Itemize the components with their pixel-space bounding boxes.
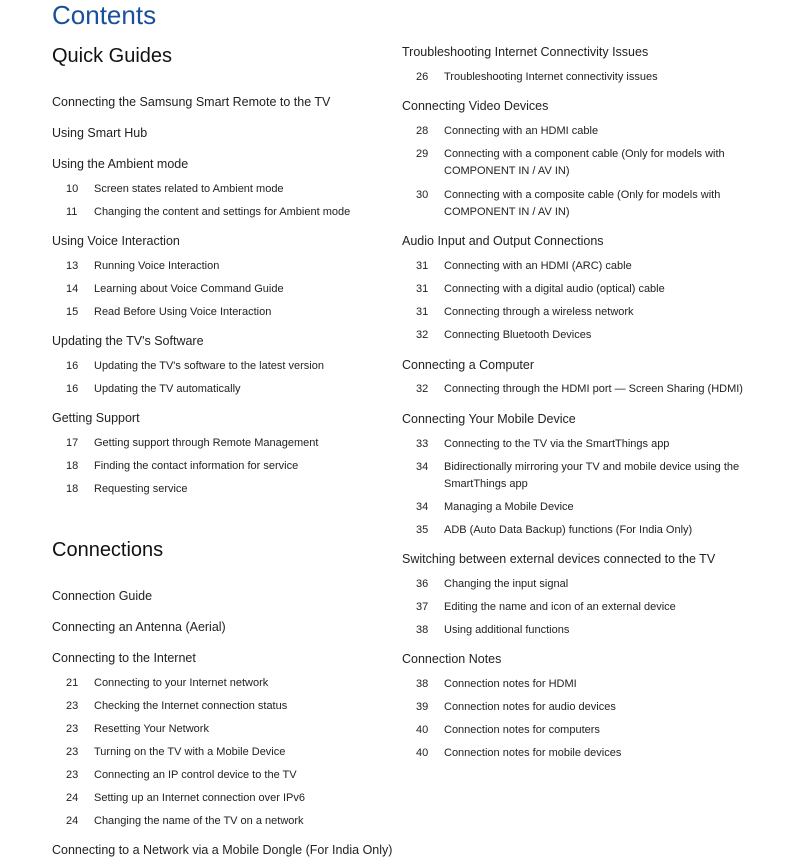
toc-section-link[interactable]: Connecting a Computer [402, 358, 535, 372]
page-number: 13 [66, 260, 79, 272]
entry-title: Connection notes for HDMI [444, 678, 577, 690]
entry-title: Connecting with an HDMI cable [444, 125, 599, 137]
entry-title: Resetting Your Network [94, 723, 209, 735]
toc-section-link[interactable]: Using Voice Interaction [52, 234, 180, 248]
entry-title: Finding the contact information for service [94, 460, 299, 472]
page-number: 40 [416, 724, 429, 736]
entry-title: Read Before Using Voice Interaction [94, 306, 272, 318]
quick-guides-heading: Quick Guides [52, 45, 173, 67]
page-number: 38 [416, 624, 429, 636]
page-number: 16 [66, 383, 79, 395]
toc-section-link[interactable]: Troubleshooting Internet Connectivity Issues [402, 45, 649, 59]
page-number: 36 [416, 578, 429, 590]
toc-section-link[interactable]: Connecting an Antenna (Aerial) [52, 620, 226, 634]
entry-title: Connecting an IP control device to the TV [94, 769, 297, 781]
page-number: 23 [66, 723, 79, 735]
toc-section-link[interactable]: Connection Guide [52, 589, 153, 603]
page-number: 28 [416, 125, 429, 137]
page-number: 26 [416, 71, 429, 83]
page-number: 16 [66, 360, 79, 372]
toc-section-link[interactable]: Updating the TV's Software [52, 334, 204, 348]
entry-title: Bidirectionally mirroring your TV and mobile device using the SmartThings app [444, 461, 740, 490]
entry-title: Setting up an Internet connection over IPv6 [94, 792, 305, 804]
toc-section-link[interactable]: Connecting Your Mobile Device [402, 412, 576, 426]
entry-title: Changing the input signal [444, 578, 569, 590]
entry-title: Updating the TV's software to the latest version [94, 360, 324, 372]
entry-title: Getting support through Remote Management [94, 437, 319, 449]
toc-section-link[interactable]: Connection Notes [402, 652, 502, 666]
entry-title: Connecting to your Internet network [94, 677, 269, 689]
page-number: 35 [416, 524, 429, 536]
entry-title: Troubleshooting Internet connectivity issues [444, 71, 658, 83]
page-number: 31 [416, 306, 429, 318]
page-title: Contents [52, 0, 157, 30]
entry-title: Turning on the TV with a Mobile Device [94, 746, 286, 758]
entry-title: Updating the TV automatically [94, 383, 241, 395]
page-number: 31 [416, 283, 429, 295]
entry-title: Connecting with a composite cable (Only for models with COMPONENT IN / AV IN) [444, 189, 721, 218]
toc-section-link[interactable]: Getting Support [52, 411, 140, 425]
entry-title: Connection notes for computers [444, 724, 600, 736]
entry-title: Connecting with an HDMI (ARC) cable [444, 260, 632, 272]
page-number: 18 [66, 483, 79, 495]
entry-title: Connection notes for mobile devices [444, 747, 622, 759]
toc-section-link[interactable]: Using the Ambient mode [52, 157, 189, 171]
entry-title: Connecting through the HDMI port — Screen Sharing (HDMI) [444, 383, 743, 395]
entry-title: Changing the name of the TV on a network [94, 815, 304, 827]
connections-heading: Connections [52, 539, 164, 561]
page-number: 34 [416, 501, 429, 513]
page-number: 34 [416, 461, 429, 473]
toc-section-link[interactable]: Switching between external devices connected to the TV [402, 552, 716, 566]
page-number: 23 [66, 746, 79, 758]
toc-section-link[interactable]: Using Smart Hub [52, 126, 148, 140]
page-number: 23 [66, 769, 79, 781]
entry-title: Changing the content and settings for Ambient mode [94, 206, 351, 218]
page-number: 32 [416, 329, 429, 341]
entry-title: Connecting to the TV via the SmartThings app [444, 438, 670, 450]
entry-title: Editing the name and icon of an external device [444, 601, 676, 613]
page-number: 18 [66, 460, 79, 472]
page-number: 38 [416, 678, 429, 690]
page-number: 24 [66, 815, 79, 827]
entry-title: ADB (Auto Data Backup) functions (For India Only) [444, 524, 693, 536]
page-number: 29 [416, 148, 429, 160]
entry-title: Connecting with a digital audio (optical) cable [444, 283, 665, 295]
entry-title: Learning about Voice Command Guide [94, 283, 284, 295]
page-number: 39 [416, 701, 429, 713]
entry-title: Screen states related to Ambient mode [94, 183, 284, 195]
page-number: 30 [416, 189, 429, 201]
entry-title: Connecting with a component cable (Only for models with COMPONENT IN / AV IN) [444, 148, 725, 177]
toc-section-link[interactable]: Connecting the Samsung Smart Remote to the TV [52, 95, 331, 109]
entry-title: Running Voice Interaction [94, 260, 220, 272]
page-number: 40 [416, 747, 429, 759]
page-number: 37 [416, 601, 429, 613]
toc-section-link[interactable]: Audio Input and Output Connections [402, 234, 604, 248]
entry-title: Managing a Mobile Device [444, 501, 574, 513]
page-number: 33 [416, 438, 429, 450]
page-number: 14 [66, 283, 79, 295]
entry-title: Connecting Bluetooth Devices [444, 329, 592, 341]
page-number: 10 [66, 183, 79, 195]
page-number: 32 [416, 383, 429, 395]
entry-title: Connecting through a wireless network [444, 306, 634, 318]
entry-title: Using additional functions [444, 624, 570, 636]
page-number: 21 [66, 677, 79, 689]
page-number: 24 [66, 792, 79, 804]
toc-section-link[interactable]: Connecting to a Network via a Mobile Dongle (For India Only) [52, 843, 393, 857]
page-number: 31 [416, 260, 429, 272]
entry-title: Connection notes for audio devices [444, 701, 616, 713]
page-number: 11 [66, 206, 78, 218]
toc-section-link[interactable]: Connecting Video Devices [402, 99, 549, 113]
entry-title: Checking the Internet connection status [94, 700, 288, 712]
toc-section-link[interactable]: Connecting to the Internet [52, 651, 196, 665]
page-number: 15 [66, 306, 79, 318]
page-number: 23 [66, 700, 79, 712]
page-number: 17 [66, 437, 79, 449]
entry-title: Requesting service [94, 483, 188, 495]
